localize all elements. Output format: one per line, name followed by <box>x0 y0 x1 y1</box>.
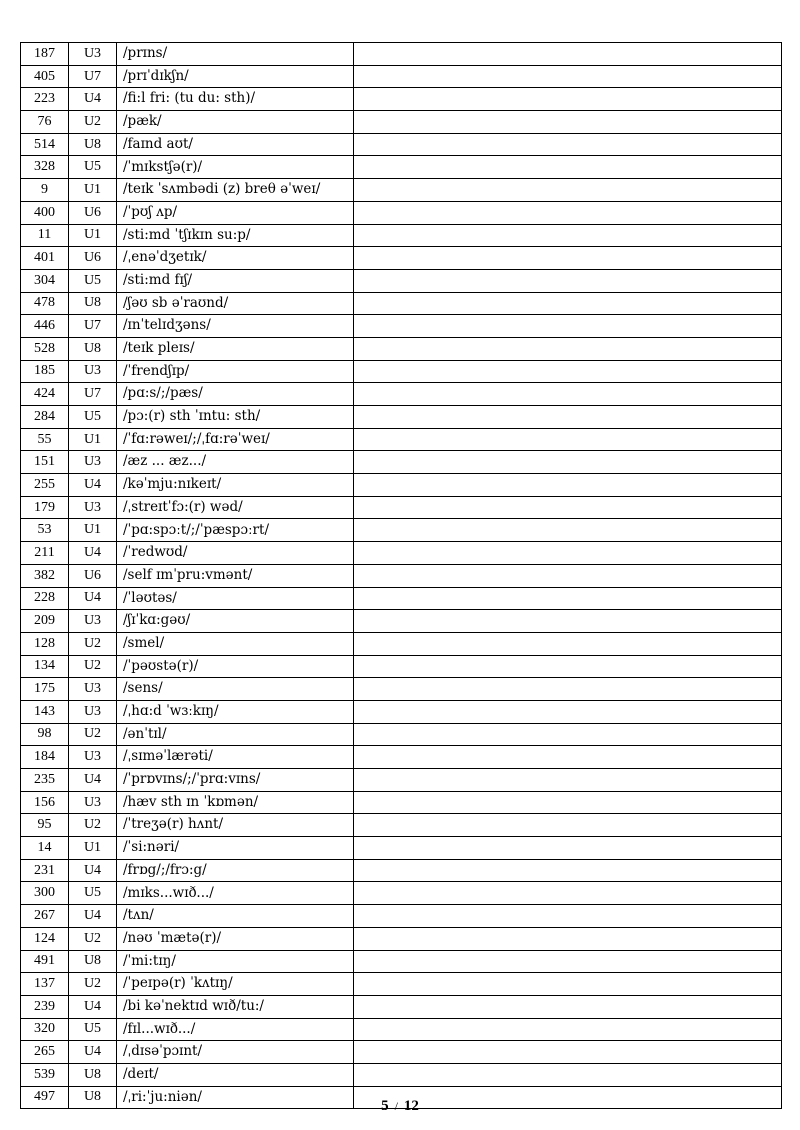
table-row <box>21 43 782 66</box>
phonetic-transcription-cell: /ˈsi:nəri/ <box>117 837 354 860</box>
table-row <box>21 519 782 542</box>
table-row <box>21 995 782 1018</box>
table-row <box>21 814 782 837</box>
table-row <box>21 360 782 383</box>
meaning-cell <box>354 224 782 247</box>
phonetic-transcription-cell: /ˈpʊʃ ʌp/ <box>117 201 354 224</box>
meaning-cell <box>354 428 782 451</box>
entry-number-cell: 328 <box>21 156 69 179</box>
unit-cell: U5 <box>69 406 117 429</box>
entry-number-cell: 478 <box>21 292 69 315</box>
phonetic-transcription-cell: /teɪk pleɪs/ <box>117 337 354 360</box>
meaning-cell <box>354 519 782 542</box>
phonetic-transcription-cell: /sens/ <box>117 678 354 701</box>
meaning-cell <box>354 474 782 497</box>
entry-number-cell: 497 <box>21 1086 69 1109</box>
meaning-cell <box>354 383 782 406</box>
unit-cell: U4 <box>69 542 117 565</box>
meaning-cell <box>354 247 782 270</box>
meaning-cell <box>354 973 782 996</box>
entry-number-cell: 124 <box>21 927 69 950</box>
unit-cell: U3 <box>69 746 117 769</box>
meaning-cell <box>354 1018 782 1041</box>
entry-number-cell: 76 <box>21 111 69 134</box>
unit-cell: U8 <box>69 337 117 360</box>
meaning-cell <box>354 337 782 360</box>
meaning-cell <box>354 133 782 156</box>
unit-cell: U3 <box>69 700 117 723</box>
entry-number-cell: 424 <box>21 383 69 406</box>
unit-cell: U8 <box>69 292 117 315</box>
entry-number-cell: 265 <box>21 1041 69 1064</box>
phonetic-transcription-cell: /pɑ:s/;/pæs/ <box>117 383 354 406</box>
unit-cell: U7 <box>69 383 117 406</box>
meaning-cell <box>354 564 782 587</box>
table-row <box>21 133 782 156</box>
meaning-cell <box>354 1063 782 1086</box>
meaning-cell <box>354 882 782 905</box>
meaning-cell <box>354 406 782 429</box>
unit-cell: U3 <box>69 451 117 474</box>
unit-cell: U2 <box>69 111 117 134</box>
unit-cell: U2 <box>69 723 117 746</box>
table-row <box>21 632 782 655</box>
phonetic-transcription-cell: /ˌstreɪtˈfɔ:(r) wəd/ <box>117 496 354 519</box>
phonetic-transcription-cell: /self ɪmˈpru:vmənt/ <box>117 564 354 587</box>
meaning-cell <box>354 678 782 701</box>
unit-cell: U3 <box>69 678 117 701</box>
entry-number-cell: 401 <box>21 247 69 270</box>
table-row <box>21 406 782 429</box>
page-separator: / <box>394 1099 398 1113</box>
entry-number-cell: 9 <box>21 179 69 202</box>
meaning-cell <box>354 632 782 655</box>
unit-cell: U1 <box>69 519 117 542</box>
phonetic-transcription-cell: /fi:l fri: (tu du: sth)/ <box>117 88 354 111</box>
table-row <box>21 678 782 701</box>
table-row <box>21 973 782 996</box>
unit-cell: U8 <box>69 950 117 973</box>
entry-number-cell: 228 <box>21 587 69 610</box>
meaning-cell <box>354 111 782 134</box>
phonetic-transcription-cell: /hæv sth ɪn ˈkɒmən/ <box>117 791 354 814</box>
entry-number-cell: 514 <box>21 133 69 156</box>
entry-number-cell: 143 <box>21 700 69 723</box>
entry-number-cell: 137 <box>21 973 69 996</box>
table-row <box>21 1063 782 1086</box>
phonetic-transcription-cell: /ʃəʊ sb əˈraʊnd/ <box>117 292 354 315</box>
entry-number-cell: 382 <box>21 564 69 587</box>
unit-cell: U6 <box>69 201 117 224</box>
phonetic-transcription-cell: /sti:md ˈtʃɪkɪn su:p/ <box>117 224 354 247</box>
phonetic-transcription-cell: /kəˈmju:nɪkeɪt/ <box>117 474 354 497</box>
entry-number-cell: 405 <box>21 65 69 88</box>
table-row <box>21 315 782 338</box>
phonetic-transcription-cell: /ʃɪˈkɑ:gəʊ/ <box>117 610 354 633</box>
unit-cell: U5 <box>69 156 117 179</box>
entry-number-cell: 185 <box>21 360 69 383</box>
entry-number-cell: 255 <box>21 474 69 497</box>
table-row <box>21 950 782 973</box>
table-row <box>21 769 782 792</box>
unit-cell: U6 <box>69 247 117 270</box>
vocabulary-table-body <box>21 43 782 1109</box>
phonetic-transcription-cell: /pɔ:(r) sth ˈɪntu: sth/ <box>117 406 354 429</box>
table-row <box>21 383 782 406</box>
meaning-cell <box>354 791 782 814</box>
table-row <box>21 451 782 474</box>
phonetic-transcription-cell: /ˌhɑ:d ˈwɜːkɪŋ/ <box>117 700 354 723</box>
table-row <box>21 859 782 882</box>
meaning-cell <box>354 837 782 860</box>
meaning-cell <box>354 88 782 111</box>
entry-number-cell: 446 <box>21 315 69 338</box>
table-row <box>21 156 782 179</box>
phonetic-transcription-cell: /ˌdɪsəˈpɔɪnt/ <box>117 1041 354 1064</box>
unit-cell: U2 <box>69 632 117 655</box>
unit-cell: U2 <box>69 814 117 837</box>
phonetic-transcription-cell: /ənˈtɪl/ <box>117 723 354 746</box>
meaning-cell <box>354 315 782 338</box>
phonetic-transcription-cell: /teɪk ˈsʌmbədi (z) breθ əˈweɪ/ <box>117 179 354 202</box>
meaning-cell <box>354 201 782 224</box>
table-row <box>21 587 782 610</box>
meaning-cell <box>354 950 782 973</box>
entry-number-cell: 235 <box>21 769 69 792</box>
meaning-cell <box>354 451 782 474</box>
entry-number-cell: 53 <box>21 519 69 542</box>
entry-number-cell: 491 <box>21 950 69 973</box>
unit-cell: U1 <box>69 224 117 247</box>
meaning-cell <box>354 723 782 746</box>
entry-number-cell: 128 <box>21 632 69 655</box>
unit-cell: U4 <box>69 769 117 792</box>
table-row <box>21 927 782 950</box>
unit-cell: U7 <box>69 315 117 338</box>
entry-number-cell: 211 <box>21 542 69 565</box>
unit-cell: U8 <box>69 1086 117 1109</box>
table-row <box>21 905 782 928</box>
table-row <box>21 723 782 746</box>
unit-cell: U6 <box>69 564 117 587</box>
phonetic-transcription-cell: /smel/ <box>117 632 354 655</box>
phonetic-transcription-cell: /ˌsɪməˈlærəti/ <box>117 746 354 769</box>
entry-number-cell: 528 <box>21 337 69 360</box>
unit-cell: U7 <box>69 65 117 88</box>
phonetic-transcription-cell: /ˈprɒvɪns/;/ˈprɑ:vɪns/ <box>117 769 354 792</box>
unit-cell: U2 <box>69 973 117 996</box>
phonetic-transcription-cell: /fɪl...wɪð.../ <box>117 1018 354 1041</box>
table-row <box>21 610 782 633</box>
phonetic-transcription-cell: /ˈfɑ:rəweɪ/;/ˌfɑ:rəˈweɪ/ <box>117 428 354 451</box>
meaning-cell <box>354 700 782 723</box>
phonetic-transcription-cell: /ˈfrendʃɪp/ <box>117 360 354 383</box>
entry-number-cell: 400 <box>21 201 69 224</box>
current-page-number: 5 <box>381 1098 389 1114</box>
entry-number-cell: 151 <box>21 451 69 474</box>
entry-number-cell: 11 <box>21 224 69 247</box>
phonetic-transcription-cell: /ˈtreʒə(r) hʌnt/ <box>117 814 354 837</box>
entry-number-cell: 95 <box>21 814 69 837</box>
table-row <box>21 496 782 519</box>
phonetic-transcription-cell: /ˈredwʊd/ <box>117 542 354 565</box>
unit-cell: U5 <box>69 269 117 292</box>
entry-number-cell: 184 <box>21 746 69 769</box>
phonetic-transcription-cell: /ˈpeɪpə(r) ˈkʌtɪŋ/ <box>117 973 354 996</box>
table-row <box>21 837 782 860</box>
unit-cell: U3 <box>69 496 117 519</box>
unit-cell: U3 <box>69 791 117 814</box>
unit-cell: U3 <box>69 610 117 633</box>
unit-cell: U1 <box>69 179 117 202</box>
entry-number-cell: 209 <box>21 610 69 633</box>
entry-number-cell: 304 <box>21 269 69 292</box>
table-row <box>21 269 782 292</box>
meaning-cell <box>354 43 782 66</box>
entry-number-cell: 175 <box>21 678 69 701</box>
entry-number-cell: 539 <box>21 1063 69 1086</box>
table-row <box>21 179 782 202</box>
entry-number-cell: 14 <box>21 837 69 860</box>
table-row <box>21 564 782 587</box>
phonetic-transcription-cell: /ˈmi:tɪŋ/ <box>117 950 354 973</box>
table-row <box>21 791 782 814</box>
table-row <box>21 247 782 270</box>
unit-cell: U4 <box>69 859 117 882</box>
unit-cell: U1 <box>69 837 117 860</box>
phonetic-transcription-cell: /ˈpɑ:spɔːt/;/ˈpæspɔːrt/ <box>117 519 354 542</box>
table-row <box>21 88 782 111</box>
meaning-cell <box>354 360 782 383</box>
phonetic-transcription-cell: /ˌenəˈdʒetɪk/ <box>117 247 354 270</box>
meaning-cell <box>354 587 782 610</box>
meaning-cell <box>354 292 782 315</box>
phonetic-transcription-cell: /ˈləʊtəs/ <box>117 587 354 610</box>
phonetic-transcription-cell: /deɪt/ <box>117 1063 354 1086</box>
entry-number-cell: 156 <box>21 791 69 814</box>
entry-number-cell: 239 <box>21 995 69 1018</box>
phonetic-transcription-cell: /mɪks...wɪð.../ <box>117 882 354 905</box>
table-row <box>21 746 782 769</box>
unit-cell: U4 <box>69 995 117 1018</box>
page-footer <box>0 1098 800 1115</box>
unit-cell: U1 <box>69 428 117 451</box>
unit-cell: U4 <box>69 88 117 111</box>
phonetic-transcription-cell: /æz ... æz.../ <box>117 451 354 474</box>
meaning-cell <box>354 179 782 202</box>
table-row <box>21 700 782 723</box>
total-pages-number: 12 <box>403 1098 419 1114</box>
table-row <box>21 655 782 678</box>
unit-cell: U3 <box>69 360 117 383</box>
unit-cell: U2 <box>69 927 117 950</box>
unit-cell: U4 <box>69 1041 117 1064</box>
meaning-cell <box>354 156 782 179</box>
table-row <box>21 1018 782 1041</box>
table-row <box>21 474 782 497</box>
table-row <box>21 337 782 360</box>
unit-cell: U4 <box>69 905 117 928</box>
unit-cell: U8 <box>69 1063 117 1086</box>
meaning-cell <box>354 859 782 882</box>
entry-number-cell: 300 <box>21 882 69 905</box>
phonetic-transcription-cell: /pæk/ <box>117 111 354 134</box>
entry-number-cell: 320 <box>21 1018 69 1041</box>
meaning-cell <box>354 65 782 88</box>
table-row <box>21 542 782 565</box>
entry-number-cell: 223 <box>21 88 69 111</box>
unit-cell: U5 <box>69 882 117 905</box>
unit-cell: U8 <box>69 133 117 156</box>
unit-cell: U5 <box>69 1018 117 1041</box>
phonetic-transcription-cell: /prɪns/ <box>117 43 354 66</box>
phonetic-transcription-cell: /ɪnˈtelɪdʒəns/ <box>117 315 354 338</box>
entry-number-cell: 55 <box>21 428 69 451</box>
meaning-cell <box>354 746 782 769</box>
meaning-cell <box>354 269 782 292</box>
phonetic-transcription-cell: /ˌri:ˈju:niən/ <box>117 1086 354 1109</box>
table-row <box>21 65 782 88</box>
phonetic-transcription-cell: /ˈmɪkstʃə(r)/ <box>117 156 354 179</box>
meaning-cell <box>354 769 782 792</box>
entry-number-cell: 98 <box>21 723 69 746</box>
entry-number-cell: 284 <box>21 406 69 429</box>
meaning-cell <box>354 610 782 633</box>
unit-cell: U2 <box>69 655 117 678</box>
meaning-cell <box>354 1041 782 1064</box>
table-row <box>21 224 782 247</box>
meaning-cell <box>354 542 782 565</box>
phonetic-transcription-cell: /bi kəˈnektɪd wɪð/tu:/ <box>117 995 354 1018</box>
phonetic-transcription-cell: /prɪˈdɪkʃn/ <box>117 65 354 88</box>
meaning-cell <box>354 927 782 950</box>
meaning-cell <box>354 496 782 519</box>
meaning-cell <box>354 995 782 1018</box>
phonetic-transcription-cell: /tʌn/ <box>117 905 354 928</box>
entry-number-cell: 187 <box>21 43 69 66</box>
meaning-cell <box>354 655 782 678</box>
entry-number-cell: 134 <box>21 655 69 678</box>
meaning-cell <box>354 814 782 837</box>
phonetic-transcription-cell: /ˈpəʊstə(r)/ <box>117 655 354 678</box>
phonetic-transcription-cell: /nəʊ ˈmætə(r)/ <box>117 927 354 950</box>
unit-cell: U3 <box>69 43 117 66</box>
meaning-cell <box>354 905 782 928</box>
vocabulary-table <box>20 42 782 1109</box>
table-row <box>21 292 782 315</box>
table-row <box>21 1041 782 1064</box>
table-row <box>21 882 782 905</box>
phonetic-transcription-cell: /frɒg/;/frɔ:g/ <box>117 859 354 882</box>
phonetic-transcription-cell: /faɪnd aʊt/ <box>117 133 354 156</box>
phonetic-transcription-cell: /sti:md fɪʃ/ <box>117 269 354 292</box>
unit-cell: U4 <box>69 587 117 610</box>
table-row <box>21 111 782 134</box>
entry-number-cell: 267 <box>21 905 69 928</box>
table-row <box>21 428 782 451</box>
entry-number-cell: 231 <box>21 859 69 882</box>
unit-cell: U4 <box>69 474 117 497</box>
entry-number-cell: 179 <box>21 496 69 519</box>
table-row <box>21 201 782 224</box>
